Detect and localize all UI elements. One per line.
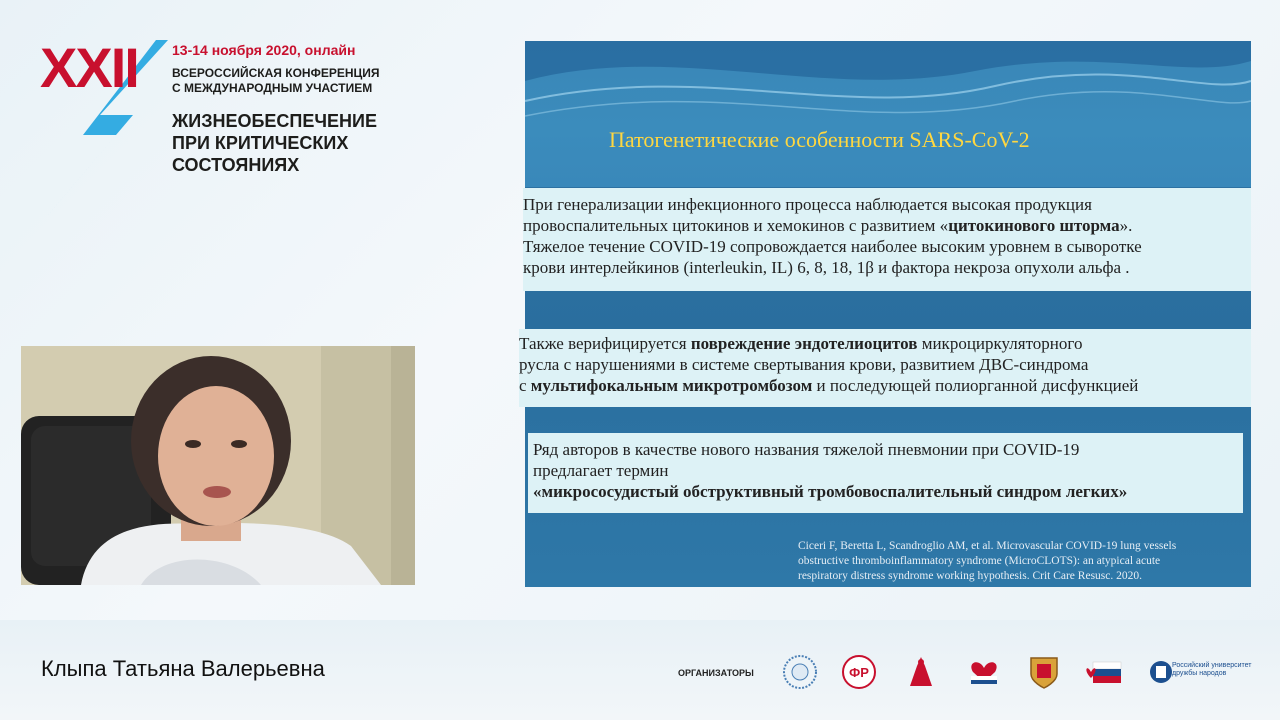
slide-wave-decoration: [525, 41, 1251, 187]
text-line: [523, 215, 1251, 236]
speaker-webcam-video: [21, 346, 415, 585]
presentation-slide: [519, 41, 1251, 587]
title-line: ПРИ КРИТИЧЕСКИХ: [172, 133, 349, 153]
text-box-cytokine-storm: [523, 188, 1251, 291]
slide-reference: [798, 539, 1228, 584]
highlight-term: повреждение эндотелиоцитов: [690, 334, 918, 353]
text-line: «микрососудистый обструктивный тромбовоспалительный синдром легких»: [533, 482, 1128, 501]
text-box-endothelium: [519, 329, 1251, 407]
highlight-term: цитокинового шторма: [948, 216, 1120, 235]
text-span: Также верифицируется: [519, 334, 691, 353]
text-line: При генерализации инфекционного процесса наблюдается высокая продукция: [523, 195, 1092, 214]
conference-subtitle: [172, 66, 380, 96]
text-line: Тяжелое течение COVID-19 сопровождается наиболее высоким уровнем в сыворотке: [523, 237, 1142, 256]
reference-line: obstructive thromboinflammatory syndrome (MicroCLOTS): an atypical acute: [798, 555, 1161, 567]
rudn-label: Российский университет дружбы народов: [1172, 662, 1252, 677]
svg-text:ФР: ФР: [849, 665, 869, 680]
flag-heart-icon: [1085, 654, 1123, 690]
slide-title: Патогенетические особенности SARS-CoV-2: [609, 127, 1030, 152]
text-box-microclots: [528, 433, 1243, 513]
conference-number: XXII: [40, 36, 138, 99]
text-line: Ряд авторов в качестве нового названия тяжелой пневмонии при COVID-19: [533, 440, 1080, 459]
text-span: микроциркуляторного: [917, 334, 1083, 353]
text-line: предлагает термин: [533, 461, 669, 480]
conference-date: 13-14 ноября 2020, онлайн: [172, 42, 356, 58]
coat-of-arms-icon: [1025, 654, 1063, 690]
text-span: с: [519, 376, 531, 395]
text-line: русла с нарушениями в системе свертывания крови, развитием ДВС-синдрома: [519, 355, 1089, 374]
heart-flag-icon: [965, 654, 1003, 690]
text-span: ».: [1119, 216, 1133, 235]
text-line: [519, 375, 1251, 396]
conference-title: [172, 110, 377, 176]
text-line: [519, 333, 1251, 354]
speaker-video-frame: [21, 346, 415, 585]
text-line: крови интерлейкинов (interleukin, IL) 6, 8, 18, 1β и фактора некроза опухоли альфа .: [523, 258, 1130, 277]
speaker-name: Клыпа Татьяна Валерьевна: [41, 656, 325, 681]
faculty-emblem-icon: [781, 654, 819, 690]
ffr-federation-icon: [840, 654, 878, 690]
text-span: и последующей полиорганной дисфункцией: [812, 376, 1139, 395]
reference-line: respiratory distress syndrome working hypothesis. Crit Care Resusc. 2020.: [798, 570, 1142, 582]
organizers-label: ОРГАНИЗАТОРЫ: [678, 668, 754, 678]
red-figure-icon: [902, 654, 940, 690]
title-line: СОСТОЯНИЯХ: [172, 155, 300, 175]
text-span: провоспалительных цитокинов и хемокинов с развитием «: [523, 216, 949, 235]
reference-line: Ciceri F, Beretta L, Scandroglio AM, et al. Microvascular COVID-19 lung vessels: [798, 540, 1177, 552]
slide-header: [525, 41, 1251, 187]
subtitle-line: ВСЕРОССИЙСКАЯ КОНФЕРЕНЦИЯ: [172, 66, 380, 80]
subtitle-line: С МЕЖДУНАРОДНЫМ УЧАСТИЕМ: [172, 81, 373, 95]
highlight-term: мультифокальным микротромбозом: [530, 376, 813, 395]
title-line: ЖИЗНЕОБЕСПЕЧЕНИЕ: [172, 111, 377, 131]
